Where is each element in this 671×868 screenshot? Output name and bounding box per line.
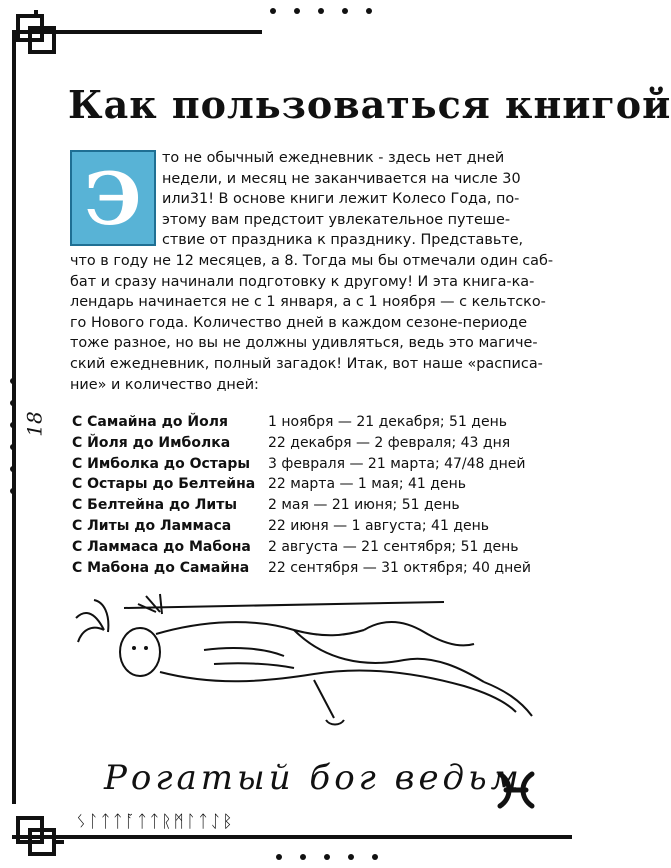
intro-paragraph: [70, 148, 554, 395]
period-dates: 2 мая — 21 июня; 51 день: [268, 497, 460, 514]
horned-god-illustration: [64, 590, 544, 740]
period-name: С Белтейна до Литы: [72, 497, 237, 514]
period-dates: 22 июня — 1 августа; 41 день: [268, 517, 490, 534]
period-name: С Йоля до Имболка: [72, 434, 231, 451]
ornament-symbol-icon: [494, 768, 538, 812]
period-dates: 3 февраля — 21 марта; 47/48 дней: [268, 455, 526, 472]
paragraph-line: го Нового года. Количество дней в каждом сезоне-периоде: [70, 314, 528, 331]
frame-bottom-border: [12, 835, 572, 839]
paragraph-line: этому вам предстоит увлекательное путеше-: [162, 211, 511, 228]
period-name: С Самайна до Йоля: [72, 414, 228, 430]
schedule-row: [72, 412, 542, 433]
decorative-dots: [10, 378, 16, 494]
celtic-knot-icon: [8, 6, 64, 62]
paragraph-line: ствие от праздника к празднику. Представьте,: [162, 232, 524, 249]
illustration-caption: Рогатый бог ведьм: [104, 758, 523, 798]
period-dates: 2 августа — 21 сентября; 51 день: [268, 538, 519, 555]
schedule-row: [72, 474, 542, 495]
celtic-knot-icon: [8, 806, 64, 862]
paragraph-line: ние» и количество дней:: [70, 376, 259, 393]
period-name: С Остары до Белтейна: [72, 476, 256, 493]
schedule-row: [72, 558, 542, 579]
period-dates: 22 сентября — 31 октября; 40 дней: [268, 559, 531, 576]
paragraph-line: или31! В основе книги лежит Колесо Года, по-: [162, 191, 520, 208]
decorative-dots: [276, 854, 378, 860]
page-number: 18: [22, 411, 47, 437]
paragraph-line: то не обычный ежедневник - здесь нет дней: [162, 150, 505, 166]
paragraph-line: ский ежедневник, полный загадок! Итак, вот наше «расписа-: [70, 355, 543, 372]
period-dates: 22 марта — 1 мая; 41 день: [268, 476, 466, 493]
period-name: С Мабона до Самайна: [72, 559, 250, 576]
paragraph-line: недели, и месяц не заканчивается на числе 30: [162, 170, 521, 187]
rune-inscription: ᛊᛚᛏᛏᚪᛏᛏᚱᛗᛚᛏᛇᛒ: [76, 812, 235, 832]
decorative-dots: [270, 8, 372, 14]
period-name: С Литы до Ламмаса: [72, 517, 232, 534]
period-dates: 1 ноября — 21 декабря; 51 день: [268, 414, 508, 430]
schedule-row: [72, 537, 542, 558]
paragraph-line: бат и сразу начинали подготовку к другому! И эта книга-ка-: [70, 273, 535, 290]
schedule-row: [72, 433, 542, 454]
dropcap-letter: Э: [84, 155, 142, 241]
schedule-row: [72, 495, 542, 516]
paragraph-line: тоже разное, но вы не должны удивляться, ведь это магиче-: [70, 335, 538, 352]
paragraph-line: лендарь начинается не с 1 января, а с 1 ноября — с кельтско-: [70, 294, 546, 311]
period-dates: 22 декабря — 2 февраля; 43 дня: [268, 434, 511, 451]
sabbat-schedule: [72, 412, 542, 578]
page-title: Как пользоваться книгой: [68, 82, 671, 127]
period-name: С Имболка до Остары: [72, 455, 251, 472]
paragraph-line: что в году не 12 месяцев, а 8. Тогда мы бы отмечали один саб-: [70, 252, 554, 269]
schedule-row: [72, 454, 542, 475]
period-name: С Ламмаса до Мабона: [72, 538, 251, 555]
schedule-row: [72, 516, 542, 537]
